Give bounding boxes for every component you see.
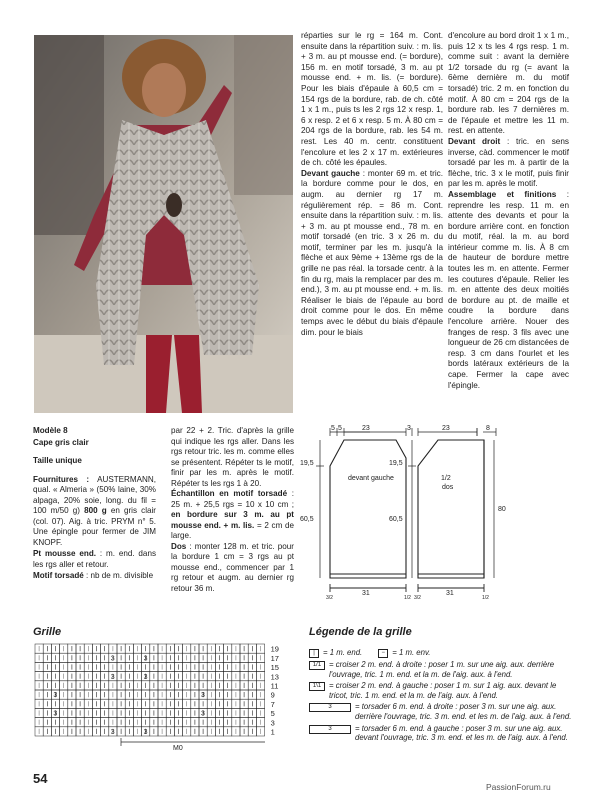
motif-text: : nb de m. divisible bbox=[83, 571, 154, 580]
row-number: 5 bbox=[270, 709, 275, 719]
cable-mark: 3 bbox=[110, 655, 115, 663]
grille-title: Grille bbox=[33, 626, 62, 638]
mid-dim-2: 60,5 bbox=[389, 516, 403, 523]
text-column-1 bbox=[301, 31, 443, 338]
devant-droit-paragraph bbox=[448, 137, 569, 190]
fournitures-text: AUSTERMANN, qual. « Almeria » (50% laine, 30% alpaga, 20% soie, long. du fil = 100 m/50 g) bbox=[33, 474, 156, 515]
legend-text-2: = 1 m. env. bbox=[392, 648, 431, 657]
grille-chart bbox=[33, 642, 293, 754]
assemblage-paragraph bbox=[448, 190, 569, 391]
cable-mark: 3 bbox=[110, 673, 115, 681]
encolure-paragraph: d'encolure au bord droit 1 x 1 m., puis 12 x ts les 4 rgs resp. 1 m. comme suit : avant la dernière 1/2 torsade du rg (= avant la 6ème dernière m. du motif torsadé) tric. 2 m. en fonction du motif. À 80 cm = 204 rgs de la bordure rab. les 7 dernières m. de l'épaule et mettre les 11 m. rest. en attente. bbox=[448, 31, 569, 136]
legend-item-1 bbox=[309, 648, 362, 658]
legend-item-2 bbox=[378, 648, 430, 658]
grille-instructions: par 22 + 2. Tric. d'après la grille qui indique les rgs aller. Dans les rgs retour tric. les m. comme elles se présentent. Répéter ts le motif, finir par les m. après le motif. Répéter ts les rgs 1 à 20. bbox=[171, 426, 294, 488]
legend-item-5 bbox=[309, 702, 574, 721]
legende-row-1 bbox=[309, 648, 574, 660]
taille-title: Taille unique bbox=[33, 456, 82, 465]
legend-text-5: = torsader 6 m. end. à droite : poser 3 m. sur une aig. aux. derrière l'ouvrage, tric. 3 m. end. et les m. de l'aig. aux. à l'end. bbox=[355, 702, 572, 721]
text-column-2 bbox=[448, 31, 569, 391]
legende-list bbox=[309, 648, 574, 745]
top-label-1: 5 bbox=[331, 425, 335, 432]
devant-gauche-paragraph bbox=[301, 169, 443, 339]
legend-symbol-3: 1/1 bbox=[309, 661, 325, 670]
top-label-2: 5 bbox=[338, 425, 342, 432]
top-label-4: 3 bbox=[407, 425, 411, 432]
legend-item-4 bbox=[309, 681, 574, 700]
devant-gauche-text: : monter 69 m. et tric. la bordure comme pour le dos, en augm. au dernier rg 17 m. régulièrement rép. = 86 m. Cont. ensuite dans la répartition suiv. : m. lis. + 3 m. au pt mousse end., 78 m. en motif torsadé (en tric. 3 x 26 m. du motif, terminer par les m. jusqu'à la flèche et aux 9ème + 13ème rgs de la grille ne pas réal. la torsade centr. à la fin du rg, mais la remplacer par des m. end.), 3 m. au pt mousse end. + m. lis. Réaliser le biais de l'épaule au bord droit comme pour le dos. En même temps avec le début du biais d'épaule dim. pour le biais bbox=[301, 168, 444, 337]
piece-dos-label-1: 1/2 bbox=[441, 475, 451, 482]
cable-mark: 3 bbox=[110, 729, 115, 736]
echantillon-title: Échantillon en motif torsadé bbox=[171, 489, 288, 498]
legend-symbol-2: − bbox=[378, 649, 388, 658]
legend-item-6 bbox=[309, 724, 574, 743]
row-number: 13 bbox=[270, 672, 279, 682]
legend-symbol-5: 3 bbox=[309, 703, 351, 712]
row-number: 17 bbox=[270, 653, 279, 663]
legende-title: Légende de la grille bbox=[309, 626, 412, 638]
devant-gauche-title: Devant gauche bbox=[301, 168, 360, 178]
bottom-dim-right: 31 bbox=[446, 590, 454, 597]
pt-mousse-paragraph bbox=[33, 549, 156, 570]
cable-mark: 3 bbox=[53, 692, 58, 700]
dos-title: Dos bbox=[171, 541, 187, 551]
motif-title: Motif torsadé bbox=[33, 571, 84, 580]
legend-text-3: = croiser 2 m. end. à droite : poser 1 m. sur une aig. aux. derrière l'ouvrage, tric. 1 m. end. et la m. de l'aig. aux. à l'end. bbox=[329, 660, 555, 679]
fournitures-title: Fournitures : bbox=[33, 474, 90, 484]
cable-mark: 3 bbox=[143, 673, 148, 681]
photo-illustration bbox=[34, 35, 293, 413]
echantillon-text: : 25 m. + 25,5 rgs = 10 x 10 cm ; bbox=[171, 489, 295, 509]
fournitures-bold: 800 g bbox=[84, 506, 107, 515]
devant-droit-title: Devant droit bbox=[448, 136, 501, 146]
model-photo bbox=[34, 35, 293, 413]
cable-mark: 3 bbox=[143, 729, 148, 736]
echantillon-bold: en bordure sur 3 m. au pt mousse end. + m. lis. bbox=[171, 510, 294, 530]
row-number: 1 bbox=[270, 727, 275, 737]
right-dim: 80 bbox=[498, 506, 506, 513]
cable-mark: 3 bbox=[143, 655, 148, 663]
legend-symbol-4: 1\1 bbox=[309, 682, 325, 691]
grid-cells bbox=[35, 644, 265, 736]
cable-mark: 3 bbox=[53, 710, 58, 718]
echantillon-paragraph bbox=[171, 489, 294, 542]
bottom-frac-2: 1/2 bbox=[404, 595, 411, 601]
row-number: 19 bbox=[270, 644, 279, 654]
echantillon-text2: = 2 cm de large. bbox=[171, 520, 294, 540]
bottom-frac-4: 1/2 bbox=[482, 595, 489, 601]
left-dim-2: 60,5 bbox=[300, 516, 314, 523]
legend-text-4: = croiser 2 m. end. à gauche : poser 1 m. sur 1 aig. aux. devant le tricot, tric. 1 m. end. et la m. de l'aig. aux. à l'end. bbox=[329, 681, 557, 700]
cape-title: Cape gris clair bbox=[33, 437, 89, 447]
top-label-5: 23 bbox=[442, 425, 450, 432]
info-column-2 bbox=[171, 426, 294, 594]
row-number: 7 bbox=[270, 699, 275, 709]
mid-dim-1: 19,5 bbox=[389, 460, 403, 467]
page-number: 54 bbox=[33, 771, 48, 786]
pt-mousse-title: Pt mousse end. bbox=[33, 549, 97, 558]
assemblage-text: : reprendre les resp. 11 m. en attente des devants et pour la bordure arrière cont. en fonction du motif, réal. la m. au bord intérieur comme m. lis. À 8 cm de hauteur de bordure mettre toutes les m. en attente. Fermer les coutures d'épaule. Relier les m. en attente des deux moitiés de bordure au pt. de maille et coudre la bordure dans l'encolure arrière. Nouer des franges de resp. 3 fils avec une longueur de 26 cm distancées de resp. 3 cm dans l'ourlet et les bords latéraux extérieurs de la cape. Fermer la cape avec l'épingle. bbox=[448, 189, 569, 390]
top-label-3: 23 bbox=[362, 425, 370, 432]
legend-item-3 bbox=[309, 660, 574, 679]
instructions-paragraph: réparties sur le rg = 164 m. Cont. ensuite dans la répartition suiv. : m. lis. + 3 m. au pt mousse end. (= bordure), 156 m. en motif torsadé, 3 m. au pt mousse end. + m. lis. (= bordure). Pour les biais d'épaule à 60,5 cm = 154 rgs de la bordure, rab. de ch. côté 1 x 1 m., puis ts les 2 rgs 12 x resp. 1, 6 x resp. 2 et 6 x resp. 5 m. À 80 cm = 204 rgs de la bordure, rab. les 54 m. rest. Les 40 m. centr. constituent l'encolure et les 2 x 17 m. extérieures de ch. côté les épaules. bbox=[301, 31, 443, 168]
cable-mark: 3 bbox=[201, 692, 205, 700]
dos-paragraph bbox=[171, 542, 294, 595]
bottom-dim-left: 31 bbox=[362, 590, 370, 597]
cable-mark: 3 bbox=[201, 710, 205, 718]
assemblage-title: Assemblage et finitions bbox=[448, 189, 557, 199]
piece-devant-gauche-label: devant gauche bbox=[348, 475, 394, 482]
grid-row-numbers bbox=[271, 645, 279, 737]
info-column-1 bbox=[33, 426, 156, 583]
fournitures-paragraph bbox=[33, 475, 156, 549]
watermark: PassionForum.ru bbox=[486, 782, 551, 792]
m0-label: M0 bbox=[173, 745, 183, 752]
row-number: 9 bbox=[270, 690, 275, 700]
legend-symbol-1: | bbox=[309, 649, 319, 658]
fournitures-text2: en gris clair (col. 07). Aig. à tric. PRYM n° 5. Une épingle pour fermer de JIM KNOPF. bbox=[33, 506, 156, 547]
row-number: 15 bbox=[270, 663, 279, 673]
top-label-6: 8 bbox=[486, 425, 490, 432]
piece-dos-label-2: dos bbox=[442, 484, 454, 491]
row-number: 3 bbox=[270, 718, 275, 728]
row-number: 11 bbox=[270, 681, 279, 691]
schema-diagram bbox=[300, 418, 590, 603]
devant-droit-text: : tric. en sens inverse, càd. commencer le motif torsadé par les m. à partir de la flèche, tric. 3 x le motif, puis finir par les m. après le motif. bbox=[448, 136, 569, 189]
bottom-frac-3: 3/2 bbox=[414, 595, 421, 601]
left-dim-1: 19,5 bbox=[300, 460, 314, 467]
legend-text-1: = 1 m. end. bbox=[323, 648, 363, 657]
pt-mousse-text: : m. end. dans les rgs aller et retour. bbox=[33, 549, 156, 569]
dos-text: : monter 128 m. et tric. pour la bordure 1 cm = 3 rgs au pt mousse end., commencer par 1 rg retour et augm. au dernier rg retour 36 m. bbox=[171, 541, 294, 593]
legend-text-6: = torsader 6 m. end. à gauche : poser 3 m. sur une aig. aux. devant l'ouvrage, tric. 3 m. end. et les m. de l'aig. aux. à l'end. bbox=[355, 723, 568, 743]
modele-title: Modèle 8 bbox=[33, 426, 68, 435]
legend-symbol-6: 3 bbox=[309, 725, 351, 734]
bottom-frac-1: 3/2 bbox=[326, 595, 333, 601]
motif-paragraph bbox=[33, 571, 156, 582]
